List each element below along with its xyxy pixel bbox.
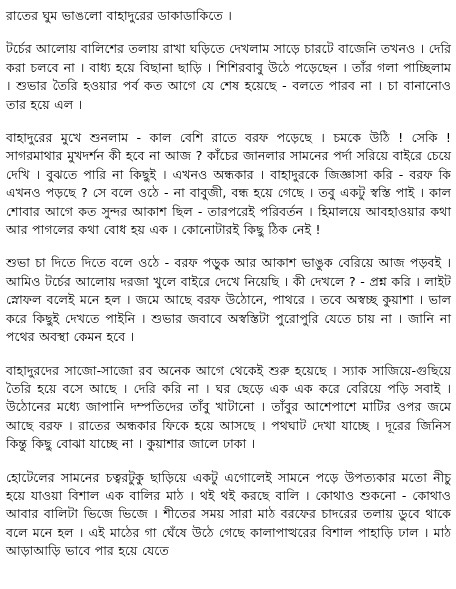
paragraph-4: শুভা চা দিতে দিতে বলে ওঠে - বরফ পড়ুক আর আকাশ ভাঙুক বেরিয়ে আজ পড়বই । আমিও টর্চের আলোয় দরজা খুলে বাইরে দেখে নিয়েছি । কী দেখলে ? - প্রশ্ন করি । লাইট স্নোফল বলেই মনে হল । জমে আছে বরফ উঠোনে, পাথরে । তবে অস্বচ্ছ কুয়াশা । ভাল করে কিছুই দেখতে পাইনি । শুভার জবাবে অস্বস্তিটা পুরোপুরি যেতে চায় না । জানি না পথের অবস্থা কেমন হবে । (6, 255, 451, 345)
paragraph-1: রাতের ঘুম ভাঙলো বাহাদুরের ডাকাডাকিতে । (6, 8, 232, 23)
paragraph-5: বাহাদুরদের সাজো-সাজো রব অনেক আগে থেকেই শুরু হয়েছে । স্যাক সাজিয়ে-গুছিয়ে তৈরি হয়ে বসে আছে । দেরি করি না । ঘর ছেড়ে এক এক করে বেরিয়ে পড়ি সবাই । উঠোনের মধ্যে জাপানি দম্পতিদের তাঁবু খাটানো । তাঁবুর আশেপাশে মাটির ওপর জমে আছে বরফ । রাতের অন্ধকার ফিকে হয়ে আসছে । পথঘাট দেখা যাচ্ছে । দূরের জিনিস কিন্তু কিছু বোঝা যাচ্ছে না । কুয়াশার জালে ঢাকা । (6, 362, 451, 452)
paragraph-3: বাহাদুরের মুখে শুনলাম - কাল বেশি রাতে বরফ পড়েছে । চমকে উঠি ! সেকি ! সাগরমাথার মুখদর্শন কী হবে না আজ ? কাঁচের জানলার সামনের পর্দা সরিয়ে বাইরে চেয়ে দেখি । বুঝতে পারি না কিছুই । এখনও অন্ধকার । বাহাদুরকে জিজ্ঞাসা করি - বরফ কি এখনও পড়ছে ? সে বলে ওঠে - না বাবুজী, বন্ধ হয়ে গেছে । তবু একটু স্বস্তি পাই । কাল শোবার আগে কত সুন্দর আকাশ ছিল - তারপরেই পরিবর্তন । হিমালয়ে আবহাওয়ার কথা আর পাগলের কথা বোধ হয় এক । কোনোটারই কিছু ঠিক নেই ! (6, 130, 451, 238)
paragraph-2: টর্চের আলোয় বালিশের তলায় রাখা ঘড়িতে দেখলাম সাড়ে চারটে বাজেনি তখনও । দেরি করা চলবে না । বাধ্য হয়ে বিছানা ছাড়ি । শিশিরবাবু উঠে পড়েছেন । তাঁর গলা পাচ্ছিলাম । শুভার তৈরি হওয়ার পর্ব কত আগে যে শেষ হয়েছে - বলতে পারব না । চা বানানোও তার হয়ে এল । (6, 41, 451, 112)
paragraph-6: হোটেলের সামনের চত্বরটুকু ছাড়িয়ে একটু এগোলেই সামনে পড়ে উপত্যকার মতো নীচু হয়ে যাওয়া বিশাল এক বালির মাঠ । থই থই করছে বালি । কোথাও শুকনো - কোথাও আবার বালিটা ভিজে ভিজে । শীতের সময় সারা মাঠ বরফের চাদরের তলায় ডুবে থাকে বলে মনে হল । এই মাঠের গা ঘেঁষে উঠে গেছে কালাপাত্থরের বিশাল পাহাড়ি ঢাল । মাঠ আড়াআড়ি ভাবে পার হয়ে যেতে (6, 469, 451, 559)
